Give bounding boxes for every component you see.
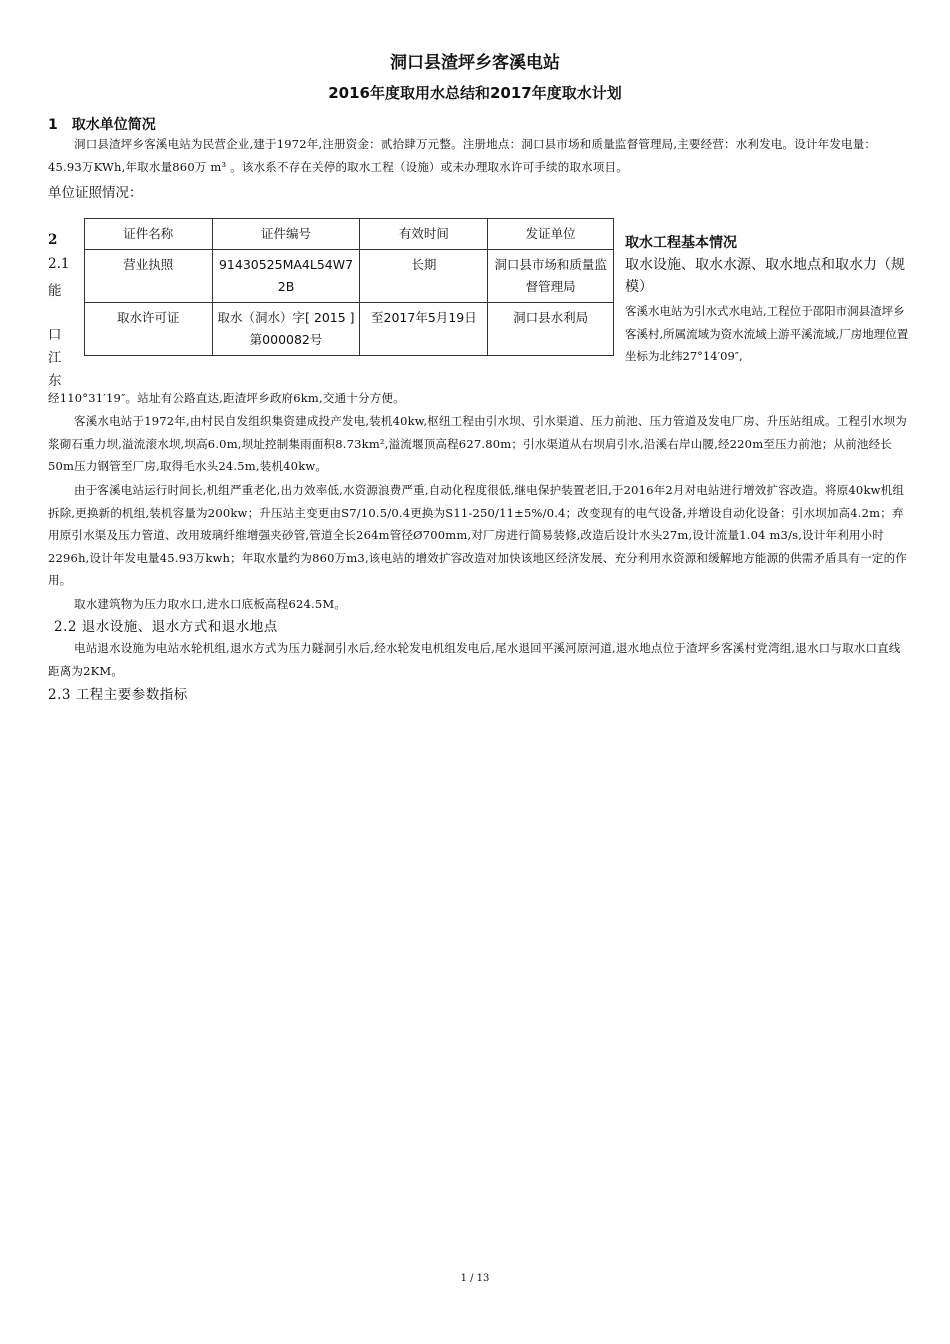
- cert-label: 单位证照情况：: [48, 185, 143, 201]
- table-cell: 营业执照: [85, 250, 213, 303]
- section-2-1-number-fragment: 2.1: [48, 256, 70, 272]
- section-2-number-fragment: 2: [48, 232, 58, 248]
- table-cell: 洞口县水利局: [488, 303, 614, 356]
- table-cell: 取水许可证: [85, 303, 213, 356]
- wrapped-text-fragment: 口: [48, 327, 62, 343]
- wrapped-text-fragment: 江: [48, 350, 62, 366]
- section-2-column: [625, 232, 915, 368]
- section-1-paragraph: 洞口县渣坪乡客溪电站为民营企业,建于1972年,注册资金：贰拾肆万元整。注册地点：洞口县市场和质量监督管理局,主要经营：水利发电。设计年发电量：45.93万KWh,年取水量860万 m³ 。该水系不存在关停的取水工程（设施）或未办理取水许可手续的取水项目。: [48, 137, 877, 174]
- table-cell: 91430525MA4L54W72B: [212, 250, 360, 303]
- table-header-row: [85, 219, 614, 250]
- table-header-cell: 发证单位: [488, 219, 614, 250]
- section-2-1-heading: 取水设施、取水水源、取水地点和取水力（规模）: [625, 257, 905, 295]
- section-2-1-paragraph: 客溪水电站为引水式水电站,工程位于邵阳市洞县渣坪乡客溪村,所属流域为资水流域上游平溪流域,厂房地理位置坐标为北纬27°14′09″,: [625, 304, 909, 363]
- table-row: [85, 303, 614, 356]
- page-number: 1 / 13: [460, 1273, 490, 1284]
- section-2-heading: 取水工程基本情况: [625, 235, 737, 251]
- table-cell: 取水（洞水）字[ 2015 ]第000082号: [212, 303, 360, 356]
- paragraph: 由于客溪电站运行时间长,机组严重老化,出力效率低,水资源浪费严重,自动化程度很低,继电保护装置老旧,于2016年2月对电站进行增效扩容改造。将原40kw机组拆除,更换新的机组,装机容量为200kw；升压站主变更由S7/10.5/0.4更换为S11-250/11±5%/0.4；改变现有的电气设备,并增设自动化设备：引水坝加高4.2m；弃用原引水渠及压力管道、改用玻璃纤维增强夹砂管,管道全长264m管径Ø700mm,对厂房进行简易装修,改造后设计水头27m,设计流量1.04 m3/s,设计年利用小时2296h,设计年发电量45.93万kwh；年取水量约为860万m3,该电站的增效扩容改造对加快该地区经济发展、充分利用水资源和缓解地方能源的供需矛盾具有一定的作用。: [48, 483, 907, 587]
- section-2-3-heading: 2.3 工程主要参数指标: [48, 687, 188, 703]
- table-header-cell: 有效时间: [360, 219, 488, 250]
- paragraph: 客溪水电站于1972年,由村民自发组织集资建成投产发电,装机40kw,枢纽工程由引水坝、引水渠道、压力前池、压力管道及发电厂房、升压站组成。工程引水坝为浆砌石重力坝,溢流滚水坝,坝高6.0m,坝址控制集雨面积8.73km²,溢流堰顶高程627.80m；引水渠道从右坝肩引水,沿溪右岸山腰,经220m至压力前池；从前池经长50m压力钢管至厂房,取得毛水头24.5m,装机40kw。: [48, 414, 908, 473]
- wrapped-text-fragment: 东: [48, 373, 62, 389]
- table-cell: 至2017年5月19日: [360, 303, 488, 356]
- section-1-heading: [48, 114, 170, 134]
- table-cell: 洞口县市场和质量监督管理局: [488, 250, 614, 303]
- table-header-cell: 证件名称: [85, 219, 213, 250]
- table-header-cell: 证件编号: [212, 219, 360, 250]
- paragraph: 取水建筑物为压力取水口,进水口底板高程624.5M。: [74, 597, 347, 611]
- document-title: 洞口县渣坪乡客溪电站: [390, 53, 560, 73]
- paragraph-continuation: 经110°31′19″。站址有公路直达,距渣坪乡政府6km,交通十分方便。: [48, 391, 405, 405]
- paragraph: 电站退水设施为电站水轮机组,退水方式为压力隧洞引水后,经水轮发电机组发电后,尾水退回平溪河原河道,退水地点位于渣坪乡客溪村党湾组,退水口与取水口直线距离为2KM。: [48, 641, 901, 678]
- table-row: [85, 250, 614, 303]
- wrapped-text-fragment: 能: [48, 283, 62, 299]
- section-2-2-heading: 2.2 退水设施、退水方式和退水地点: [54, 619, 278, 635]
- certificate-table: [84, 218, 614, 356]
- document-subtitle: 2016年度取用水总结和2017年度取水计划: [328, 84, 622, 102]
- section-1-number: 1: [48, 117, 58, 133]
- section-1-title: 取水单位简况: [71, 117, 156, 133]
- table-cell: 长期: [360, 250, 488, 303]
